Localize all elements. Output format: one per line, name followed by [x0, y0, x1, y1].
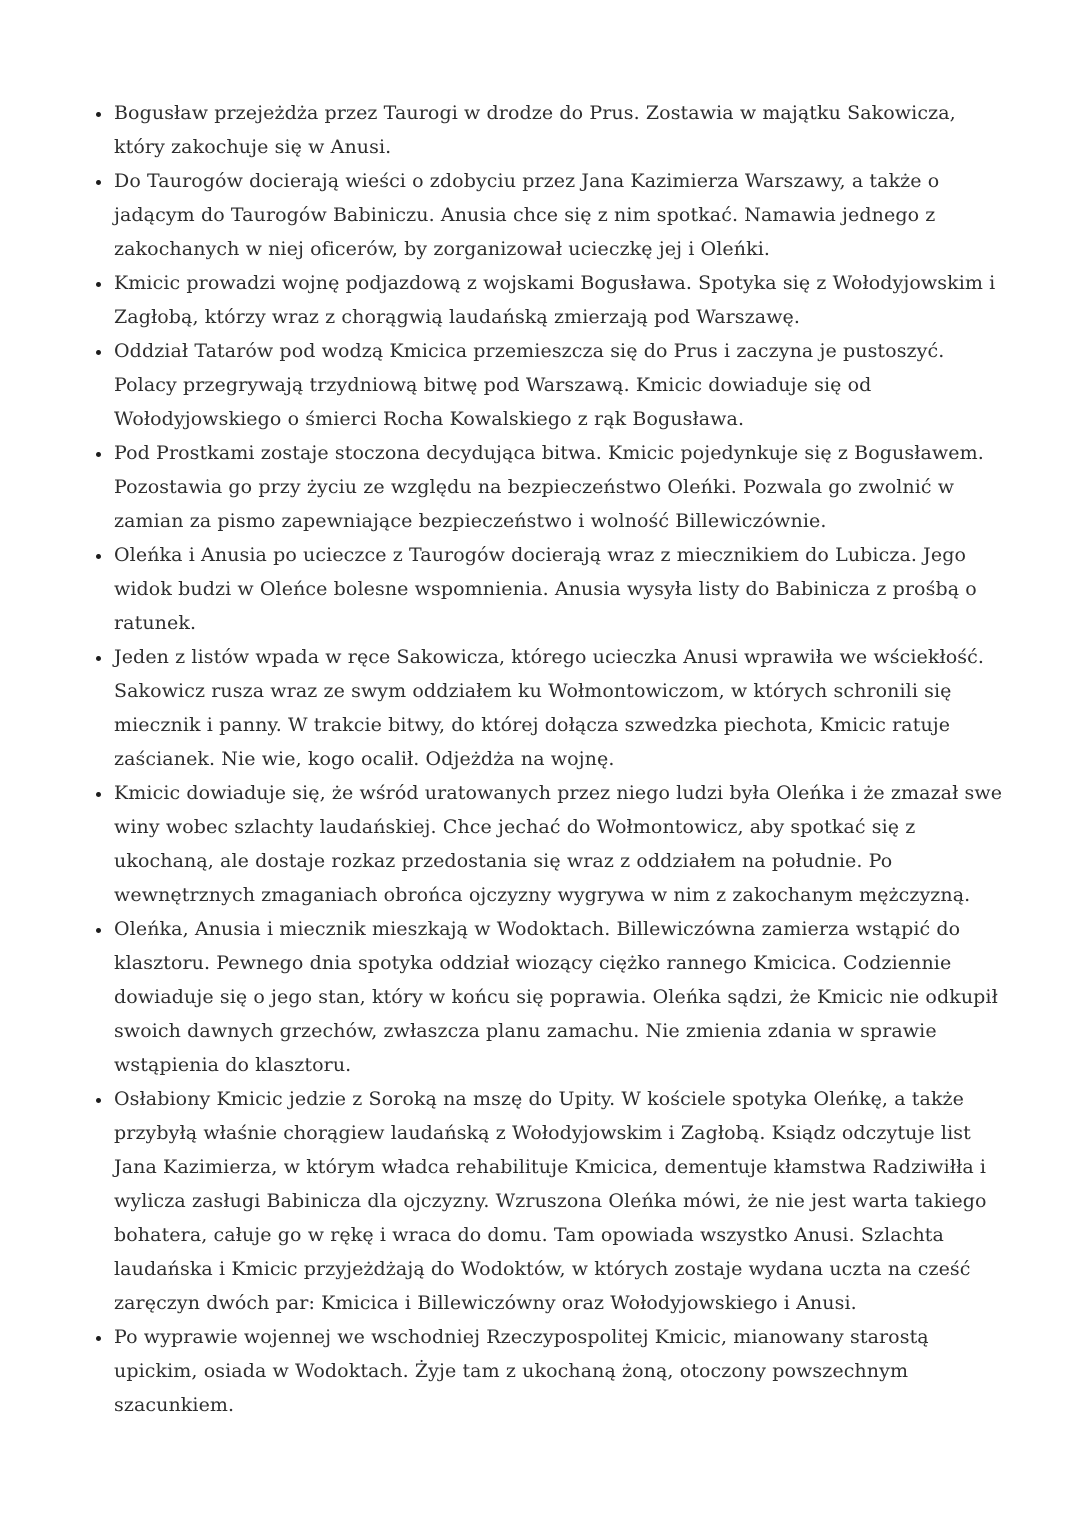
list-item: • Po wyprawie wojennej we wschodniej Rzeczypospolitej Kmicic, mianowany starostą upickim, osiada w Wodoktach. Żyje tam z ukochaną żoną, otoczony powszechnym szacunkiem.	[112, 1320, 1012, 1422]
list-item: • Oddział Tatarów pod wodzą Kmicica przemieszcza się do Prus i zaczyna je pustoszyć. Polacy przegrywają trzydniową bitwę pod Warszawą. Kmicic dowiaduje się od Wołodyjowskiego o śmierci Rocha Kowalskiego z rąk Bogusława.	[112, 334, 1012, 436]
list-item: • Do Taurogów docierają wieści o zdobyciu przez Jana Kazimierza Warszawy, a także o jadącym do Taurogów Babiniczu. Anusia chce się z nim spotkać. Namawia jednego z zakochanych w niej oficerów, by zorganizował ucieczkę jej i Oleńki.	[112, 164, 1012, 266]
list-item: • Oleńka i Anusia po ucieczce z Taurogów docierają wraz z miecznikiem do Lubicza. Jego widok budzi w Oleńce bolesne wspomnienia. Anusia wysyła listy do Babinicza z prośbą o ratunek.	[112, 538, 1012, 640]
list-item: • Oleńka, Anusia i miecznik mieszkają w Wodoktach. Billewiczówna zamierza wstąpić do klasztoru. Pewnego dnia spotyka oddział wiozący ciężko rannego Kmicica. Codziennie dowiaduje się o jego stan, który w końcu się poprawia. Oleńka sądzi, że Kmicic nie odkupił swoich dawnych grzechów, zwłaszcza planu zamachu. Nie zmienia zdania w sprawie wstąpienia do klasztoru.	[112, 912, 1012, 1082]
list-item: • Bogusław przejeżdża przez Taurogi w drodze do Prus. Zostawia w majątku Sakowicza, który zakochuje się w Anusi.	[112, 96, 1012, 164]
list-item: • Kmicic prowadzi wojnę podjazdową z wojskami Bogusława. Spotyka się z Wołodyjowskim i Zagłobą, którzy wraz z chorągwią laudańską zmierzają pod Warszawę.	[112, 266, 1012, 334]
list-item: • Osłabiony Kmicic jedzie z Soroką na mszę do Upity. W kościele spotyka Oleńkę, a także przybyłą właśnie chorągiew laudańską z Wołodyjowskim i Zagłobą. Ksiądz odczytuje list Jana Kazimierza, w którym władca rehabilituje Kmicica, dementuje kłamstwa Radziwiłła i wylicza zasługi Babinicza dla ojczyzny. Wzruszona Oleńka mówi, że nie jest warta takiego bohatera, całuje go w rękę i wraca do domu. Tam opowiada wszystko Anusi. Szlachta laudańska i Kmicic przyjeżdżają do Wodoktów, w których zostaje wydana uczta na cześć zaręczyn dwóch par: Kmicica i Billewiczówny oraz Wołodyjowskiego i Anusi.	[112, 1082, 1012, 1320]
summary-list	[88, 96, 1012, 1422]
list-item: • Pod Prostkami zostaje stoczona decydująca bitwa. Kmicic pojedynkuje się z Bogusławem. Pozostawia go przy życiu ze względu na bezpieczeństwo Oleńki. Pozwala go zwolnić w zamian za pismo zapewniające bezpieczeństwo i wolność Billewiczównie.	[112, 436, 1012, 538]
list-item: • Kmicic dowiaduje się, że wśród uratowanych przez niego ludzi była Oleńka i że zmazał swe winy wobec szlachty laudańskiej. Chce jechać do Wołmontowicz, aby spotkać się z ukochaną, ale dostaje rozkaz przedostania się wraz z oddziałem na południe. Po wewnętrznych zmaganiach obrońca ojczyzny wygrywa w nim z zakochanym mężczyzną.	[112, 776, 1012, 912]
list-item: • Jeden z listów wpada w ręce Sakowicza, którego ucieczka Anusi wprawiła we wściekłość. Sakowicz rusza wraz ze swym oddziałem ku Wołmontowiczom, w których schronili się miecznik i panny. W trakcie bitwy, do której dołącza szwedzka piechota, Kmicic ratuje zaścianek. Nie wie, kogo ocalił. Odjeżdża na wojnę.	[112, 640, 1012, 776]
